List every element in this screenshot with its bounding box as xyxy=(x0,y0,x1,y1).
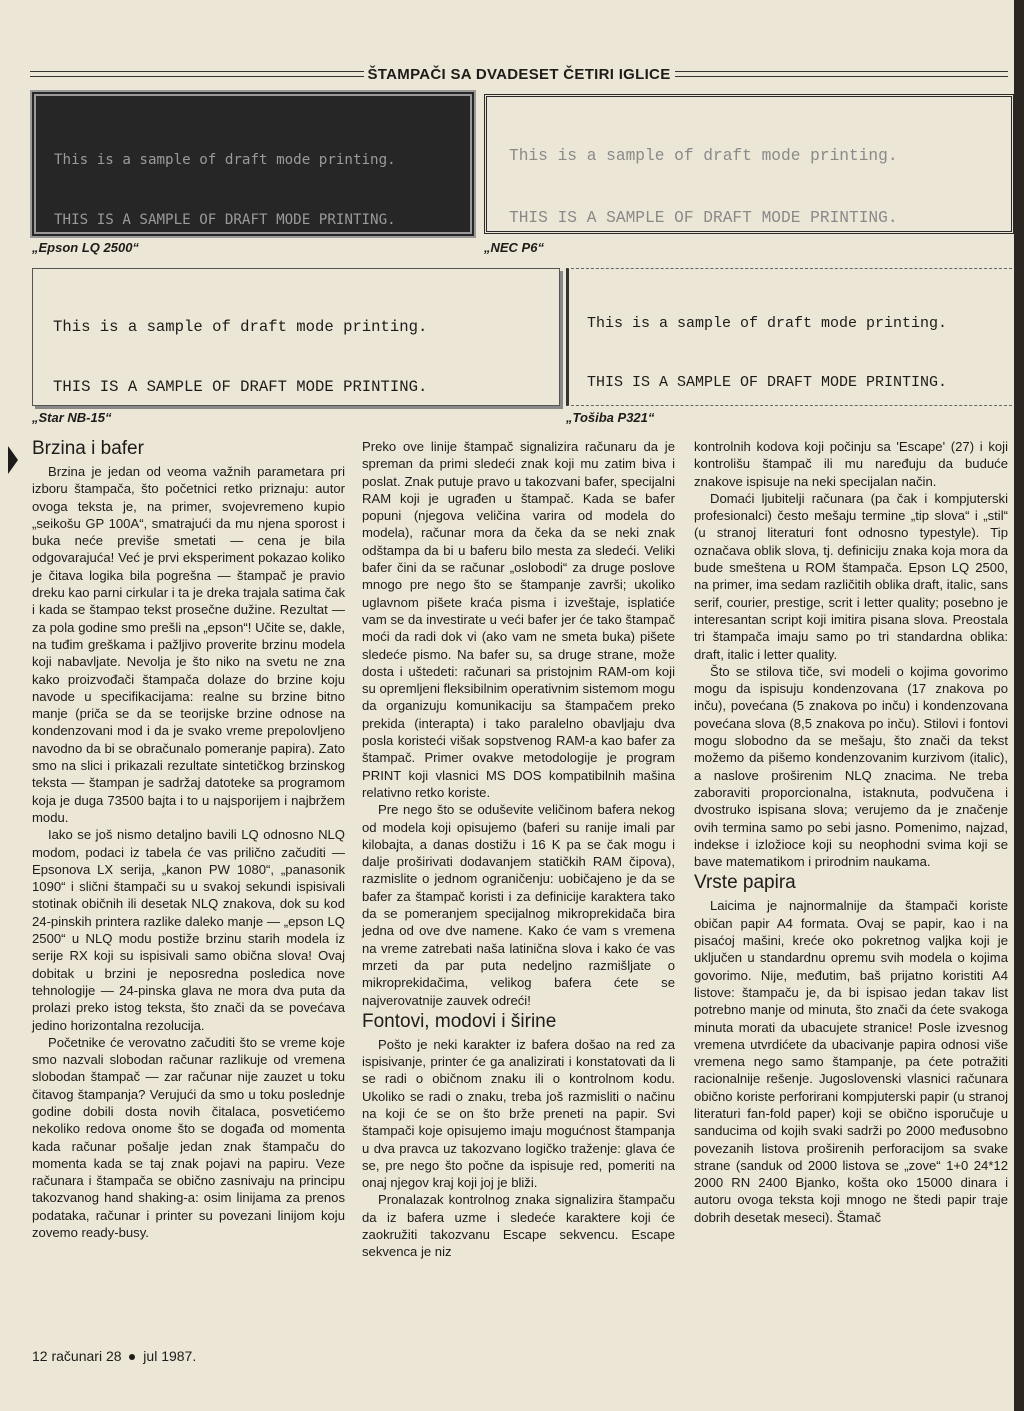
sample-line: This is a sample of draft mode printing. xyxy=(509,147,898,165)
epson-caption: „Epson LQ 2500“ xyxy=(32,240,139,255)
heading-vrste-papira: Vrste papira xyxy=(694,872,796,894)
page-number: 12 xyxy=(32,1348,48,1364)
page-footer xyxy=(32,1348,196,1364)
header-rule-left xyxy=(30,71,364,77)
magazine-issue: računari 28 xyxy=(51,1348,122,1364)
issue-date: jul 1987. xyxy=(143,1348,197,1364)
epson-print-sample xyxy=(30,90,476,238)
sample-line: This is a sample of draft mode printing. xyxy=(587,315,948,332)
header-rule-right xyxy=(675,71,1009,77)
bullet-dot-icon xyxy=(129,1354,135,1360)
section-marker-icon xyxy=(8,446,18,474)
toshiba-print-sample xyxy=(566,268,1012,406)
heading-brzina-i-bafer: Brzina i bafer xyxy=(32,438,144,459)
running-head-title: ŠTAMPAČI SA DVADESET ČETIRI IGLICE xyxy=(367,65,671,83)
article-paragraph: Pošto je neki karakter iz bafera došao na red za ispisivanje, printer će ga analizirati i konstatovati da li se radi o običnom znaku ili o kontrolnom kodu. Ukoliko se radi o znaku, treba još razmisliti o načinu na koji će se on što brže preneti na papir. Svi štampači koje opisujemo imaju mogućnost štampanja u dva pravca uz takozvano logičko traženje: glava će se, pre nego što počne da ispisuje red, pomeriti na onaj njegov kraj koji joj je bliži. xyxy=(362,1036,675,1191)
article-paragraph: Početnike će verovatno začuditi što se vreme koje smo nazvali slobodan računar razlikuje od vremena slobodan štampač — zar računar nije zauzet u toku čitavog štampanja? Verujući da smo u toku poslednje godine dobili dosta novih čitalaca, posvetićemo nekoliko redova onome što se događa od momenta kada računar pošalje jedan znak štampaču do momenta kada se taj znak pojavi na papiru. Veze računara i štampača se obično zasnivaju na principu takozvanog hand shaking-a: osim linijama za prenos podataka, računar i printer su povezani linijom koju zovemo ready-busy. xyxy=(32,1034,345,1241)
article-paragraph: Brzina je jedan od veoma važnih parametara pri izboru štampača, što početnici retko priznaju: autor ovoga teksta je, na primer, svojevremeno kupio „seikošu GP 100A“, smatrajući da mu njena sporost i buka neće previše smetati — cena je bila odgovarajuća! Već je prvi eksperiment pokazao koliko je čitava logika bila pogrešna — štampač je pravio dreku kao parni cirkular i ta je dreka trajala satima čak i kada se štampao tekst prosečne dužine. Rezultat — za pola godine smo prešli na „epson“! Učite se, dakle, na tuđim greškama i pažljivo proverite brzinu modela koji nabavljate. Nevolja je što niko na svetu ne zna kako proizvođači štampača dolaze do brzine koju navode u specifikacijama: realne su brzine bitno manje (priča se da se teorijske brzine odnose na kondenzovani mod i da je svako vreme prepolovljeno navodno da bi se obračunalo pomeranje papira). Zato smo na slici i prikazali rezultate sintetičkog brzinskog teksta — štampan je sadržaj datoteke sa programom koja je duga 73500 bajta i to u najsporijem i najbržem modu. xyxy=(32,464,345,825)
toshiba-caption: „Tošiba P321“ xyxy=(566,410,655,425)
article-paragraph: Pre nego što se oduševite veličinom bafera nekog od modela koji opisujemo (baferi su ranije imali par kilobajta, a danas dostižu i 16 K pa se čak mogu i dalje proširivati dodavanjem statičkih RAM čipova), razmislite o jednom ograničenju: uobičajeno je da se bafer za štampač koristi i za definicije karaktera tako da se pomeranjem specijalnog mikroprekidača bira jedna od ove dve namene. Kako će vam s vremena na vreme zatrebati naša latinična slova i kako će vas mrzeti da par puta nedeljno razmišljate o mikroprekidačima, velikog bafera ćete se najverovatnije zauvek odreći! xyxy=(362,802,675,1008)
nec-caption: „NEC P6“ xyxy=(484,240,544,255)
sample-line: This is a sample of draft mode printing. xyxy=(54,152,396,168)
article-paragraph: Domaći ljubitelji računara (pa čak i kompjuterski profesionalci) često mešaju termine „tip slova“ i „stil“ (u stranoj literaturi font odnosno typestyle). Tip označava oblik slova, tj. definiciju znaka koja mora da bude smeštena u ROM štampača. Epson LQ 2500, na primer, ima sedam različitih oblika draft, italic, sans serif, courier, prestige, scrit i letter quality; posebno je interesantan script koji imitira pisana slova. Preostala tri štampača imaju samo po tri standardna oblika: draft, italic i letter quality. xyxy=(694,490,1008,662)
article-column-3 xyxy=(694,438,1008,1226)
sample-line: THIS IS A SAMPLE OF DRAFT MODE PRINTING. xyxy=(54,212,396,228)
sample-line: This is a sample of draft mode printing. xyxy=(53,318,428,336)
article-column-2 xyxy=(362,438,675,1261)
sample-line: THIS IS A SAMPLE OF DRAFT MODE PRINTING. xyxy=(509,208,898,227)
star-print-sample xyxy=(32,268,560,406)
article-paragraph: Laicima je najnormalnije da štampači koriste običan papir A4 formata. Ovaj se papir, kao i na pisaćoj mašini, kreće oko pokretnog valjka koji je uključen u standardnu opremu svih modela o kojima govorimo. Nije, međutim, baš prijatno koristiti A4 listove: štampaču je, da bi ispisao jedan takav list potrebno manje od minuta, što znači da ćete svakoga minuta morati da ubacujete stranice! Posle izvesnog vremena utvrdićete da ubacivanje papira odnosi više vremena nego samo štampanje, pa ćete potražiti racionalnije rešenje. Jugoslovenski vlasnici računara obično koriste perforirani kompjuterski papir (u stranoj literaturi fan-fold paper) koji se obično isporučuje u sanducima od kojih svaki sadrži po 2000 međusobno povezanih listova proširenih perforacijom sa svake strane (sanduk od 2000 listova se „zove“ 1+0 24*12 2000 RN 2400 Bjanko, košta oko 15000 dinara i autoru ovoga teksta koji mnogo ne štedi papir traje dobrih desetak meseci). Štamač xyxy=(694,898,1008,1225)
heading-fontovi-modovi-sirine: Fontovi, modovi i širine xyxy=(362,1010,557,1032)
article-paragraph: Preko ove linije štampač signalizira računaru da je spreman da primi sledeći znak koji mu zatim biva i poslat. Znak putuje pravo u takozvani bafer, specijalni RAM koji je ugrađen u štampač. Kada se bafer popuni (njegova veličina varira od modela do modela), računar mora da čeka da se neki znak odštampa da bi u baferu bilo mesta za sledeći. Veliki bafer čini da se računar „oslobodi“ za druge poslove mnogo pre nego što se štampanje završi; ukoliko uglavnom pišete kraća pisma i izveštaje, isplatiće vam se da investirate u veći bafer jer će tako štampač moći da radi dok vi (ako vam ne smeta buka) pišete sledeće pismo. Na bafer su, sa druge strane, može dosta i uštedeti: računari sa pristojnim RAM-om koji su opremljeni fleksibilnim operativnim sistemom mogu da organizuju komunikaciju sa štampačem preko prekida (interapta) i tako paralelno obavljaju dva posla koristeći višak sopstvenog RAM-a kao bafer za štampač. Primer ovakve metodologije je program PRINT koji vlasnici MS DOS kompatibilnih mašina relativno retko koriste. xyxy=(362,439,675,800)
article-paragraph: kontrolnih kodova koji počinju sa 'Escape' (27) i koji kontrolišu štampač ili mu naređuju da buduće znakove ispisuje na neki specijalan način. xyxy=(694,439,1008,489)
page-edge xyxy=(1014,0,1024,1411)
nec-print-sample xyxy=(484,94,1014,234)
article-paragraph: Iako se još nismo detaljno bavili LQ odnosno NLQ modom, podaci iz tabela će vas prilično začuditi — Epsonova LX serija, „kanon PW 1080“, „panasonik 1090“ i slični štampači su u svakoj sekundi ispisivali stotinak običnih ili desetak NLQ znakova, dok su kod 24-pinskih printera razlike daleko manje — „epson LQ 2500“ u NLQ modu postiže brzinu starih modela iz serije RX koji su ispisivali samo obična slova! Ovaj dobitak u brzini je neposredna posledica nove tehnologije — 24-pinska glava ne mora dva puta da prolazi preko istog teksta, što znači da se povećava jedino horizontalna rezolucija. xyxy=(32,827,345,1033)
running-head xyxy=(30,63,1008,85)
article-column-1 xyxy=(32,438,345,1241)
sample-line: THIS IS A SAMPLE OF DRAFT MODE PRINTING. xyxy=(53,378,428,396)
article-paragraph: Što se stilova tiče, svi modeli o kojima govorimo mogu da ispisuju kondenzovana (17 znakova po inču), povećana (5 znakova po inču) i kondenzovana povećana slova (8,5 znakova po inču). Stilovi i fontovi mogu slobodno da se mešaju, što znači da tekst možemo da pišemo kondenzovanim kurzivom (italic), a naslove proširenim NLQ znacima. Ne treba zaboraviti proporcionalna, istaknuta, podvučena i dvostruko ispisana slova; verujemo da je značenje ovih termina samo po sebi jasno. Pomenimo, najzad, indekse i izložioce koji su neophodni svima koji se bave matematikom i prirodnim naukama. xyxy=(694,663,1008,870)
sample-line: THIS IS A SAMPLE OF DRAFT MODE PRINTING. xyxy=(587,373,948,391)
article-paragraph: Pronalazak kontrolnog znaka signalizira štampaču da iz bafera uzme i sledeće karaktere koji će zaokružiti takozvanu Escape sekvencu. Escape sekvenca je niz xyxy=(362,1192,675,1260)
star-caption: „Star NB-15“ xyxy=(32,410,112,425)
